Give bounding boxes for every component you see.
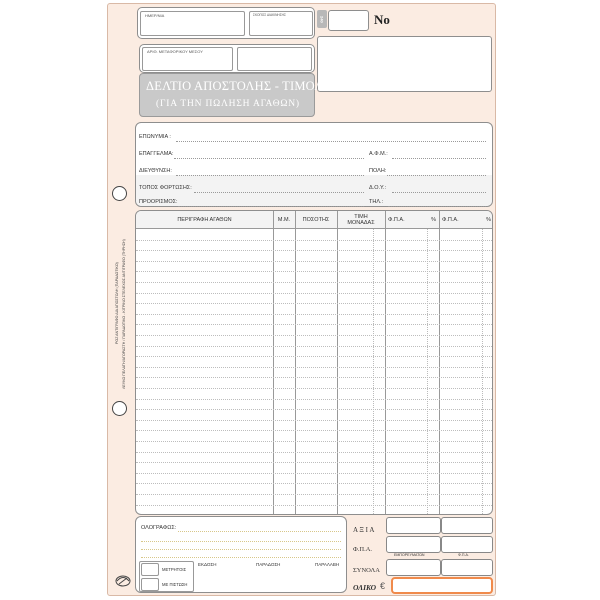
- vat-number-label: Α.Φ.Μ.:: [369, 151, 388, 157]
- vat-vat-box[interactable]: [441, 536, 493, 553]
- in-words-line-3[interactable]: [141, 549, 341, 550]
- pct2-label: %: [486, 216, 491, 223]
- value-label: Α Ξ Ι Α: [353, 526, 375, 534]
- table-row[interactable]: [136, 462, 492, 463]
- table-row[interactable]: [136, 452, 492, 453]
- purpose-field[interactable]: [249, 11, 313, 36]
- table-row[interactable]: [136, 505, 492, 506]
- series-code-badge: [317, 10, 327, 28]
- col-vat1-header: [385, 211, 439, 228]
- copy-distribution-note: [115, 262, 119, 344]
- date-purpose-panel: [137, 7, 315, 39]
- table-row[interactable]: [136, 250, 492, 251]
- number-label: No: [374, 12, 390, 27]
- vehicle-field[interactable]: [142, 47, 233, 71]
- profession-label: ΕΠΑΓΓΕΛΜΑ:: [139, 151, 174, 157]
- sums-vat-box[interactable]: [441, 559, 493, 576]
- date-field[interactable]: [140, 11, 245, 36]
- table-row[interactable]: [136, 314, 492, 315]
- vehicle-label: ΑΡΙΘ. ΜΕΤΑΦΟΡΙΚΟΥ ΜΕΣΟΥ: [147, 49, 203, 54]
- customer-panel: [135, 122, 493, 207]
- credit-checkbox[interactable]: [141, 578, 159, 591]
- series-field[interactable]: [328, 10, 369, 31]
- goods-table: [135, 210, 493, 515]
- table-row[interactable]: [136, 420, 492, 421]
- publisher-logo-icon: [114, 572, 132, 588]
- binder-hole-top: [112, 186, 127, 201]
- currency-symbol: €: [380, 581, 386, 591]
- address-line[interactable]: [176, 175, 364, 176]
- purpose-label: ΣΚΟΠΟΣ ΔΙΑΚΙΝΗΣΗΣ: [253, 13, 286, 17]
- col-description-header: ΠΕΡΙΓΡΑΦΗ ΑΓΑΘΩΝ: [177, 216, 232, 223]
- name-label: ΕΠΩΝΥΜΙΑ :: [139, 134, 171, 140]
- table-row[interactable]: [136, 324, 492, 325]
- col-unit-price-header: [337, 211, 385, 228]
- table-row[interactable]: [136, 494, 492, 495]
- table-row[interactable]: [136, 483, 492, 484]
- value-merch-box[interactable]: [386, 517, 441, 534]
- col-quantity-header: ΠΟΣΟΤΗΣ: [302, 216, 330, 223]
- table-row[interactable]: [136, 271, 492, 272]
- totals-vat-label: Φ.Π.Α.: [353, 546, 373, 553]
- document-title-box: [139, 73, 354, 117]
- in-words-line-2[interactable]: [141, 541, 341, 542]
- vat1-label: Φ.Π.Α.: [388, 216, 405, 223]
- invoice-sheet: [107, 3, 496, 596]
- table-row[interactable]: [136, 409, 492, 410]
- vat-merch-box[interactable]: [386, 536, 441, 553]
- table-row[interactable]: [136, 399, 492, 400]
- tax-office-line[interactable]: [392, 192, 486, 193]
- merchandise-col-label: ΕΜΠΟΡΕΥΜΑΤΩΝ: [394, 553, 425, 557]
- footer-panel: [135, 516, 347, 593]
- tax-office-label: Δ.Ο.Υ.:: [369, 185, 387, 191]
- grand-total-label: ΟΛΙΚΟ: [353, 583, 377, 592]
- series-code: 240: [319, 15, 325, 23]
- table-row[interactable]: [136, 303, 492, 304]
- document-title: ΔΕΛΤΙΟ ΑΠΟΣΤΟΛΗΣ - ΤΙΜΟΛΟΓΙΟ: [146, 79, 354, 93]
- payment-box: [139, 561, 194, 592]
- profession-line[interactable]: [174, 158, 364, 159]
- table-row[interactable]: [136, 441, 492, 442]
- cash-label: ΜΕΤΡΗΤΟΙΣ: [162, 567, 187, 572]
- binder-hole-bottom: [112, 401, 127, 416]
- loading-place-label: ΤΟΠΟΣ ΦΟΡΤΩΣΗΣ:: [139, 185, 192, 191]
- table-row[interactable]: [136, 335, 492, 336]
- vat-number-line[interactable]: [392, 158, 486, 159]
- destination-line[interactable]: [178, 206, 364, 207]
- issuer-signature-label: ΕΚΔΟΣΗ: [198, 562, 217, 567]
- table-rows: [136, 229, 492, 514]
- phone-line[interactable]: [388, 206, 486, 207]
- city-line[interactable]: [387, 175, 486, 176]
- grand-total-box[interactable]: [391, 577, 493, 594]
- in-words-line-1[interactable]: [178, 531, 341, 532]
- vat2-label: Φ.Π.Α.: [442, 216, 459, 223]
- table-row[interactable]: [136, 261, 492, 262]
- pct1-label: %: [431, 216, 436, 223]
- destination-label: ΠΡΟΟΡΙΣΜΟΣ:: [139, 199, 178, 205]
- sums-merch-box[interactable]: [386, 559, 441, 576]
- loading-place-line[interactable]: [194, 192, 364, 193]
- side-note-line2: ΛΕΥΚΟ ΠΕΛΑΤΗ/ΑΓΟΡΑΣΤΗ / ΠΑΡΑΔΟΤΙΚΟ - ΚΙΤΡΙΝΟ ΣΤΕΛΕΧΟΣ ΑΝΤΙΓΡΑΦΟ (ΤΗΡΗΣΗ): [122, 239, 126, 389]
- city-label: ΠΟΛΗ:: [369, 168, 387, 174]
- name-line[interactable]: [176, 141, 486, 142]
- table-row[interactable]: [136, 346, 492, 347]
- publisher-logo: [114, 572, 132, 588]
- table-row[interactable]: [136, 388, 492, 389]
- cash-checkbox[interactable]: [141, 563, 159, 576]
- in-words-label: ΟΛΟΓΡΑΦΩΣ:: [141, 525, 177, 531]
- delivery-signature-label: ΠΑΡΑΔΟΣΗ: [256, 562, 281, 567]
- table-row[interactable]: [136, 473, 492, 474]
- vehicle-panel: [139, 44, 315, 73]
- address-label: ΔΙΕΥΘΥΝΣΗ:: [139, 168, 172, 174]
- unit-price-line2: ΜΟΝΑΔΑΣ: [347, 219, 375, 226]
- vat-col-label: Φ.Π.Α.: [458, 553, 469, 557]
- in-words-line-4[interactable]: [141, 557, 341, 558]
- table-row[interactable]: [136, 240, 492, 241]
- col-unit-header: Μ.Μ.: [277, 216, 291, 223]
- table-row[interactable]: [136, 367, 492, 368]
- sums-label: ΣΥΝΟΛΑ: [353, 567, 380, 574]
- document-subtitle: (ΓΙΑ ΤΗΝ ΠΩΛΗΣΗ ΑΓΑΘΩΝ): [156, 99, 300, 109]
- side-note-line1: ΡΟΖ ΑΝΤΙΓΡΑΦΟ ΔΙΑ ΑΠΟΣΤΟΛΗ (ΠΑΡΑΔΟΤΙΚΟ): [115, 262, 119, 344]
- phone-label: ΤΗΛ.:: [369, 199, 384, 205]
- table-row[interactable]: [136, 430, 492, 431]
- table-row[interactable]: [136, 377, 492, 378]
- table-row[interactable]: [136, 293, 492, 294]
- unit-price-line1: ΤΙΜΗ: [354, 213, 368, 220]
- value-vat-box[interactable]: [441, 517, 493, 534]
- col-vat2-header: [439, 211, 493, 228]
- table-row[interactable]: [136, 356, 492, 357]
- vehicle-extra-field[interactable]: [237, 47, 312, 71]
- copy-distribution-note-2: [122, 239, 126, 389]
- date-label: ΗΜΕΡ/ΝΙΑ: [145, 13, 165, 18]
- table-row[interactable]: [136, 282, 492, 283]
- receipt-signature-label: ΠΑΡΑΛΑΒΗ: [315, 562, 340, 567]
- credit-label: ΜΕ ΠΙΣΤΩΣΗ: [162, 582, 188, 587]
